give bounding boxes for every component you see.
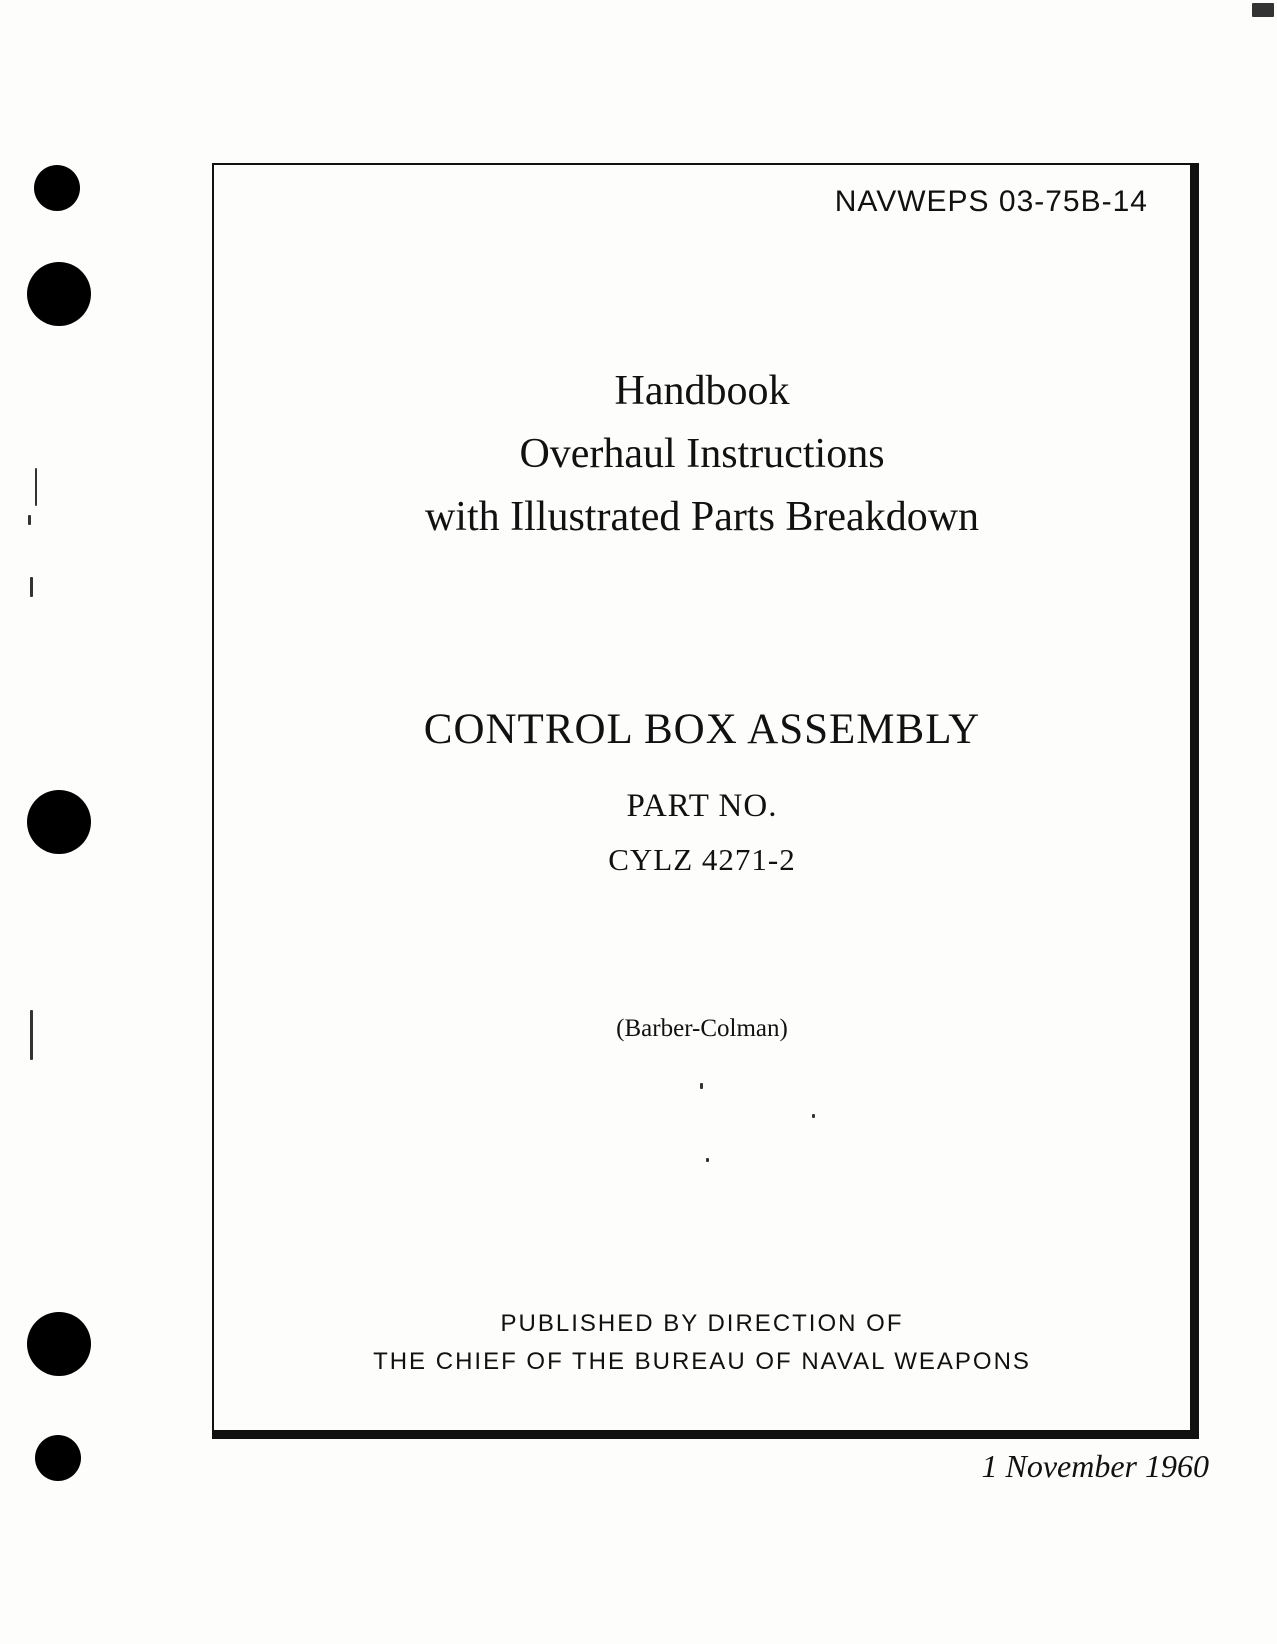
title-page-frame <box>212 163 1199 1439</box>
publisher-line: PUBLISHED BY DIRECTION OF <box>500 1310 904 1337</box>
publisher-line: THE CHIEF OF THE BUREAU OF NAVAL WEAPONS <box>373 1348 1031 1375</box>
scan-speck <box>35 468 37 506</box>
binder-hole <box>27 790 91 854</box>
title-line-overhaul: Overhaul Instructions <box>519 431 885 477</box>
manufacturer: (Barber-Colman) <box>616 1015 788 1042</box>
binder-hole <box>27 262 91 326</box>
assembly-name: CONTROL BOX ASSEMBLY <box>423 706 981 753</box>
scan-speck <box>1252 3 1274 17</box>
scan-speck <box>30 1010 33 1060</box>
document-number: NAVWEPS 03-75B-14 <box>834 185 1148 218</box>
binder-hole <box>27 1312 91 1376</box>
title-line-handbook: Handbook <box>614 368 790 414</box>
title-block <box>214 360 1190 549</box>
scan-speck <box>28 515 31 525</box>
part-number: CYLZ 4271-2 <box>608 842 796 877</box>
publisher-statement <box>214 1305 1190 1381</box>
binder-hole <box>35 1435 81 1481</box>
title-line-ipb: with Illustrated Parts Breakdown <box>424 494 980 540</box>
scan-speck <box>30 577 33 597</box>
part-number-label: PART NO. <box>626 788 778 824</box>
binder-hole <box>34 165 80 211</box>
publication-date: 1 November 1960 <box>981 1448 1209 1484</box>
